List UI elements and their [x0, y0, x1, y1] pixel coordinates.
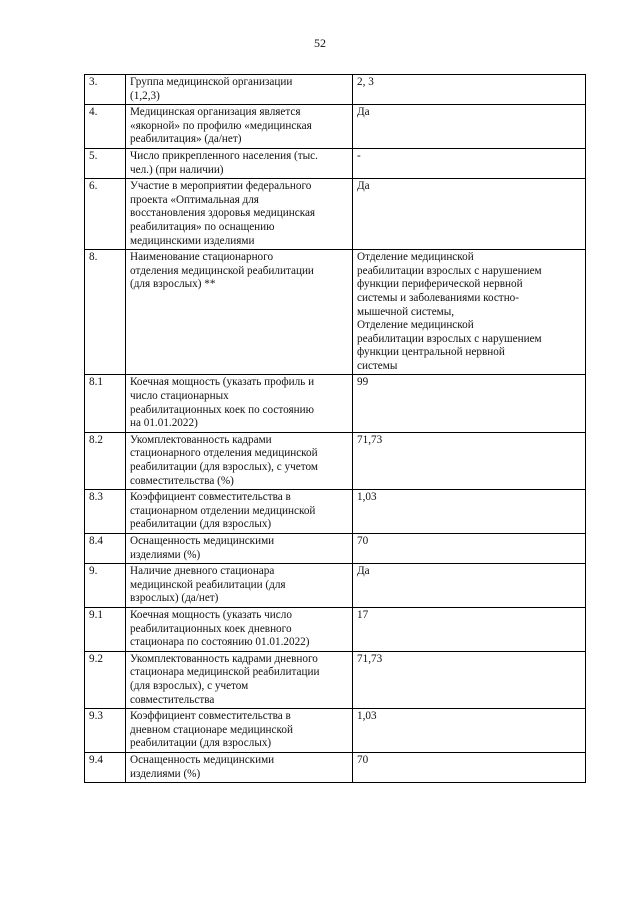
row-value: Отделение медицинской реабилитации взрослых с нарушением функции периферической нервной системы и заболеваниями костно- мышечной системы, Отделение медицинской реабилитации взрослых с нарушением функции центральной нервной системы	[353, 250, 586, 375]
row-number: 9.	[85, 564, 126, 608]
row-number: 9.4	[85, 752, 126, 782]
row-label: Медицинская организация является «якорной» по профилю «медицинская реабилитация» (да/нет)	[126, 105, 353, 149]
row-label: Оснащенность медицинскими изделиями (%)	[126, 534, 353, 564]
table-row	[85, 250, 586, 375]
table-row	[85, 490, 586, 534]
row-label: Коечная мощность (указать число реабилитационных коек дневного стационара по состоянию 01.01.2022)	[126, 607, 353, 651]
table-row	[85, 607, 586, 651]
table-row	[85, 752, 586, 782]
table-row	[85, 709, 586, 753]
row-number: 8.1	[85, 375, 126, 432]
row-number: 9.1	[85, 607, 126, 651]
row-value: 1,03	[353, 490, 586, 534]
row-number: 4.	[85, 105, 126, 149]
row-label: Наличие дневного стационара медицинской реабилитации (для взрослых) (да/нет)	[126, 564, 353, 608]
row-value: 1,03	[353, 709, 586, 753]
row-number: 5.	[85, 148, 126, 178]
row-number: 8.4	[85, 534, 126, 564]
page-number: 52	[314, 36, 326, 50]
table-row	[85, 105, 586, 149]
row-number: 9.3	[85, 709, 126, 753]
row-number: 8.	[85, 250, 126, 375]
row-label: Участие в мероприятии федерального проекта «Оптимальная для восстановления здоровья медицинская реабилитация» по оснащению медицинскими изделиями	[126, 179, 353, 250]
row-value: 70	[353, 534, 586, 564]
row-value: -	[353, 148, 586, 178]
info-table	[84, 74, 586, 783]
row-label: Укомплектованность кадрами дневного стационара медицинской реабилитации (для взрослых), с учетом совместительства	[126, 651, 353, 708]
table-row	[85, 651, 586, 708]
row-label: Число прикрепленного населения (тыс. чел.) (при наличии)	[126, 148, 353, 178]
row-number: 8.2	[85, 432, 126, 489]
row-label: Укомплектованность кадрами стационарного отделения медицинской реабилитации (для взрослых), с учетом совместительства (%)	[126, 432, 353, 489]
row-value: 71,73	[353, 432, 586, 489]
row-number: 8.3	[85, 490, 126, 534]
table-row	[85, 375, 586, 432]
table-row	[85, 148, 586, 178]
row-number: 3.	[85, 75, 126, 105]
row-value: 71,73	[353, 651, 586, 708]
table-row	[85, 432, 586, 489]
table-row	[85, 75, 586, 105]
row-number: 9.2	[85, 651, 126, 708]
row-value: 17	[353, 607, 586, 651]
row-number: 6.	[85, 179, 126, 250]
table-row	[85, 179, 586, 250]
row-value: Да	[353, 105, 586, 149]
row-label: Оснащенность медицинскими изделиями (%)	[126, 752, 353, 782]
table-row	[85, 534, 586, 564]
info-table-body	[85, 75, 586, 783]
row-label: Коечная мощность (указать профиль и число стационарных реабилитационных коек по состоянию на 01.01.2022)	[126, 375, 353, 432]
row-value: 99	[353, 375, 586, 432]
row-value: Да	[353, 179, 586, 250]
row-label: Группа медицинской организации (1,2,3)	[126, 75, 353, 105]
row-value: 70	[353, 752, 586, 782]
row-value: Да	[353, 564, 586, 608]
row-value: 2, 3	[353, 75, 586, 105]
row-label: Коэффициент совместительства в стационарном отделении медицинской реабилитации (для взрослых)	[126, 490, 353, 534]
table-row	[85, 564, 586, 608]
row-label: Наименование стационарного отделения медицинской реабилитации (для взрослых) **	[126, 250, 353, 375]
row-label: Коэффициент совместительства в дневном стационаре медицинской реабилитации (для взрослых)	[126, 709, 353, 753]
